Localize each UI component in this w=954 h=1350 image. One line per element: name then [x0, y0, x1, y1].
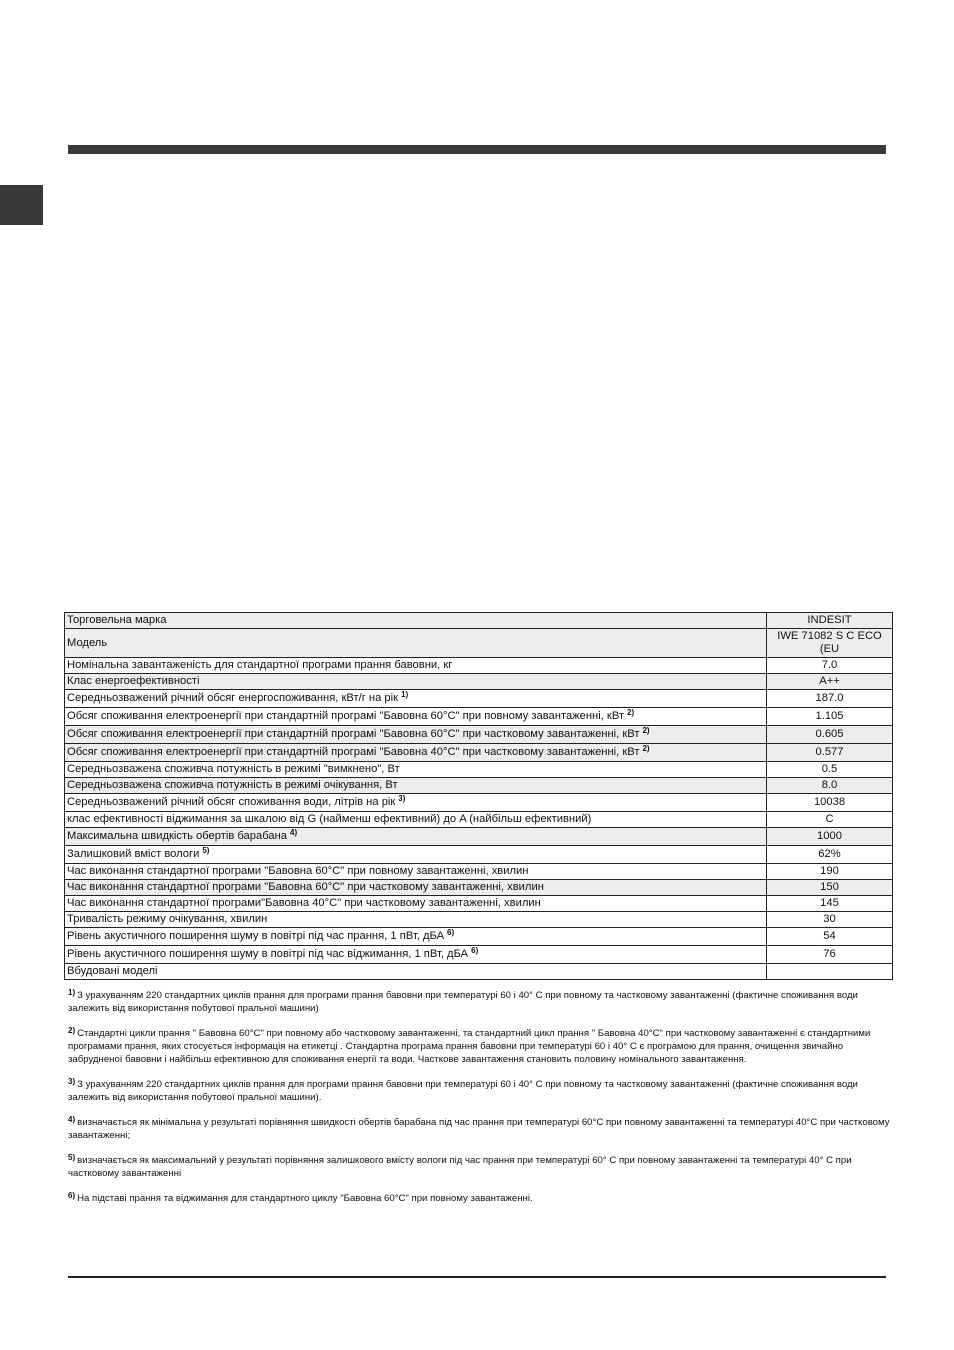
- footnote-ref: 2): [627, 708, 635, 717]
- footnote-ref: 4): [290, 828, 298, 837]
- row-value: 0.605: [767, 726, 893, 744]
- table-row: [65, 778, 893, 794]
- table-row: [65, 708, 893, 726]
- table-row: [65, 629, 893, 658]
- footnote-text: Стандартні цикли прання " Бавовна 60°C" при повному або частковому завантаженні, та стандартний цикл прання " Бавовна 40°C" при частковому завантаженні є стандартними програмами прання, яких стосується інформація на етикетці . Стандартна програма прання бавовни при температурі 60 і 40° С є програмою для прання, очищення звичайно забрудненої бавовни і найбільш ефективною для споживання енергії та води. Часткове завантаження становить половину номінального завантаження.: [68, 1028, 871, 1065]
- row-value: 0.5: [767, 762, 893, 778]
- row-value: 8.0: [767, 778, 893, 794]
- row-label: Модель: [65, 629, 767, 658]
- footnote-ref: 2): [642, 744, 650, 753]
- footnote-ref: 5): [202, 846, 210, 855]
- row-value: 76: [767, 946, 893, 964]
- row-value: 1000: [767, 828, 893, 846]
- row-value: [767, 964, 893, 980]
- footnote: [68, 1192, 892, 1205]
- footnote-mark: 1): [68, 988, 76, 997]
- row-value: 7.0: [767, 658, 893, 674]
- footnote-mark: 4): [68, 1115, 76, 1124]
- row-label: Рівень акустичного поширення шуму в повітрі під час віджимання, 1 пВт, дБА $^{6)}$: [65, 946, 767, 964]
- row-label: Середньозважений річний обсяг енергоспоживання, кВт/г на рік $^{1)}$: [65, 690, 767, 708]
- table-row: [65, 690, 893, 708]
- footnote-mark: 3): [68, 1077, 76, 1086]
- row-label: Тривалість режиму очікування, хвилин: [65, 912, 767, 928]
- footer-rule: [68, 1276, 886, 1278]
- table-row: [65, 762, 893, 778]
- language-side-tab: [0, 185, 43, 225]
- table-row: [65, 896, 893, 912]
- footnotes: [68, 989, 892, 1217]
- table-row: [65, 912, 893, 928]
- table-row: [65, 726, 893, 744]
- footnote-text: З урахуванням 220 стандартних циклів прання для програми прання бавовни при температурі 60 і 40° С при повному та частковому завантаженні (фактичне споживання води залежить від використання побутової пральної машини).: [68, 1079, 858, 1103]
- row-label: Рівень акустичного поширення шуму в повітрі під час прання, 1 пВт, дБА $^{6)}$: [65, 928, 767, 946]
- row-value: 145: [767, 896, 893, 912]
- row-value: 150: [767, 880, 893, 896]
- table-row: [65, 946, 893, 964]
- row-label: Час виконання стандартної програми "Бавовна 60°C" при частковому завантаженні, хвилин: [65, 880, 767, 896]
- row-value: A++: [767, 674, 893, 690]
- footnote-mark: 6): [68, 1191, 76, 1200]
- footnote-ref: 6): [471, 946, 479, 955]
- product-fiche-table: [64, 612, 893, 980]
- table-row: [65, 828, 893, 846]
- row-label: Час виконання стандартної програми"Бавовна 40°C" при частковому завантаженні, хвилин: [65, 896, 767, 912]
- footnote-text: визначається як максимальний у результаті порівняння залишкового вмісту вологи під час прання при температурі 60° С при повному завантаженні та температурі 40° С при частковому завантаженні: [68, 1155, 852, 1179]
- footnote: [68, 1027, 892, 1066]
- row-value: IWE 71082 S C ECO (EU: [767, 629, 893, 658]
- row-label: клас ефективності віджимання за шкалою від G (найменш ефективний) до A (найбільш ефективний): [65, 812, 767, 828]
- table-row: [65, 880, 893, 896]
- row-value: 62%: [767, 846, 893, 864]
- row-label: Обсяг споживання електроенергії при стандартній програмі "Бавовна 60°C" при частковому завантаженні, кВт $^{2)}$: [65, 726, 767, 744]
- row-value: INDESIT: [767, 613, 893, 629]
- row-value: 10038: [767, 794, 893, 812]
- footnote: [68, 1078, 892, 1104]
- row-label: Номінальна завантаженість для стандартної програми прання бавовни, кг: [65, 658, 767, 674]
- footnote-ref: 1): [401, 690, 409, 699]
- row-label: Обсяг споживання електроенергії при стандартній програмі "Бавовна 60°C" при повному завантаженні, кВт $^{2)}$: [65, 708, 767, 726]
- row-label: Середньозважена споживча потужність в режимі "вимкнено", Вт: [65, 762, 767, 778]
- row-value: C: [767, 812, 893, 828]
- footnote: [68, 1116, 892, 1142]
- table-row: [65, 928, 893, 946]
- footnote-ref: 2): [642, 726, 650, 735]
- row-value: 0.577: [767, 744, 893, 762]
- footnote-text: На підставі прання та віджимання для стандартного циклу "Бавовна 60°C" при повному завантаженні.: [77, 1193, 533, 1204]
- table-row: [65, 964, 893, 980]
- table-row: [65, 794, 893, 812]
- table-row: [65, 846, 893, 864]
- header-rule: [68, 145, 886, 154]
- row-value: 54: [767, 928, 893, 946]
- footnote-mark: 5): [68, 1153, 76, 1162]
- table-row: [65, 744, 893, 762]
- footnote: [68, 989, 892, 1015]
- row-value: 1.105: [767, 708, 893, 726]
- row-value: 187.0: [767, 690, 893, 708]
- row-value: 190: [767, 864, 893, 880]
- table-row: [65, 674, 893, 690]
- footnote: [68, 1154, 892, 1180]
- table-row: [65, 864, 893, 880]
- row-label: Залишковий вміст вологи $^{5)}$: [65, 846, 767, 864]
- footnote-ref: 6): [447, 928, 455, 937]
- footnote-text: визначається як мінімальна у результаті порівняння швидкості обертів барабана під час прання при температурі 60°C при повному завантаженні та температурі 40°C при частковому завантаженні;: [68, 1117, 890, 1141]
- row-label: Максимальна швидкість обертів барабана $^{4)}$: [65, 828, 767, 846]
- footnote-text: З урахуванням 220 стандартних циклів прання для програми прання бавовни при температурі 60 і 40° С при повному та частковому завантаженні (фактичне споживання води залежить від використання побутової пральної машини): [68, 990, 858, 1014]
- table-row: [65, 812, 893, 828]
- footnote-mark: 2): [68, 1026, 76, 1035]
- table-row: [65, 658, 893, 674]
- row-label: Вбудовані моделі: [65, 964, 767, 980]
- row-label: Торговельна марка: [65, 613, 767, 629]
- row-label: Середньозважений річний обсяг споживання води, літрів на рік $^{3)}$: [65, 794, 767, 812]
- row-label: Обсяг споживання електроенергії при стандартній програмі "Бавовна 40°C" при частковому завантаженні, кВт $^{2)}$: [65, 744, 767, 762]
- row-label: Час виконання стандартної програми "Бавовна 60°C" при повному завантаженні, хвилин: [65, 864, 767, 880]
- row-label: Клас енергоефективності: [65, 674, 767, 690]
- row-value: 30: [767, 912, 893, 928]
- row-label: Середньозважена споживча потужність в режимі очікування, Вт: [65, 778, 767, 794]
- table-row: [65, 613, 893, 629]
- footnote-ref: 3): [398, 794, 406, 803]
